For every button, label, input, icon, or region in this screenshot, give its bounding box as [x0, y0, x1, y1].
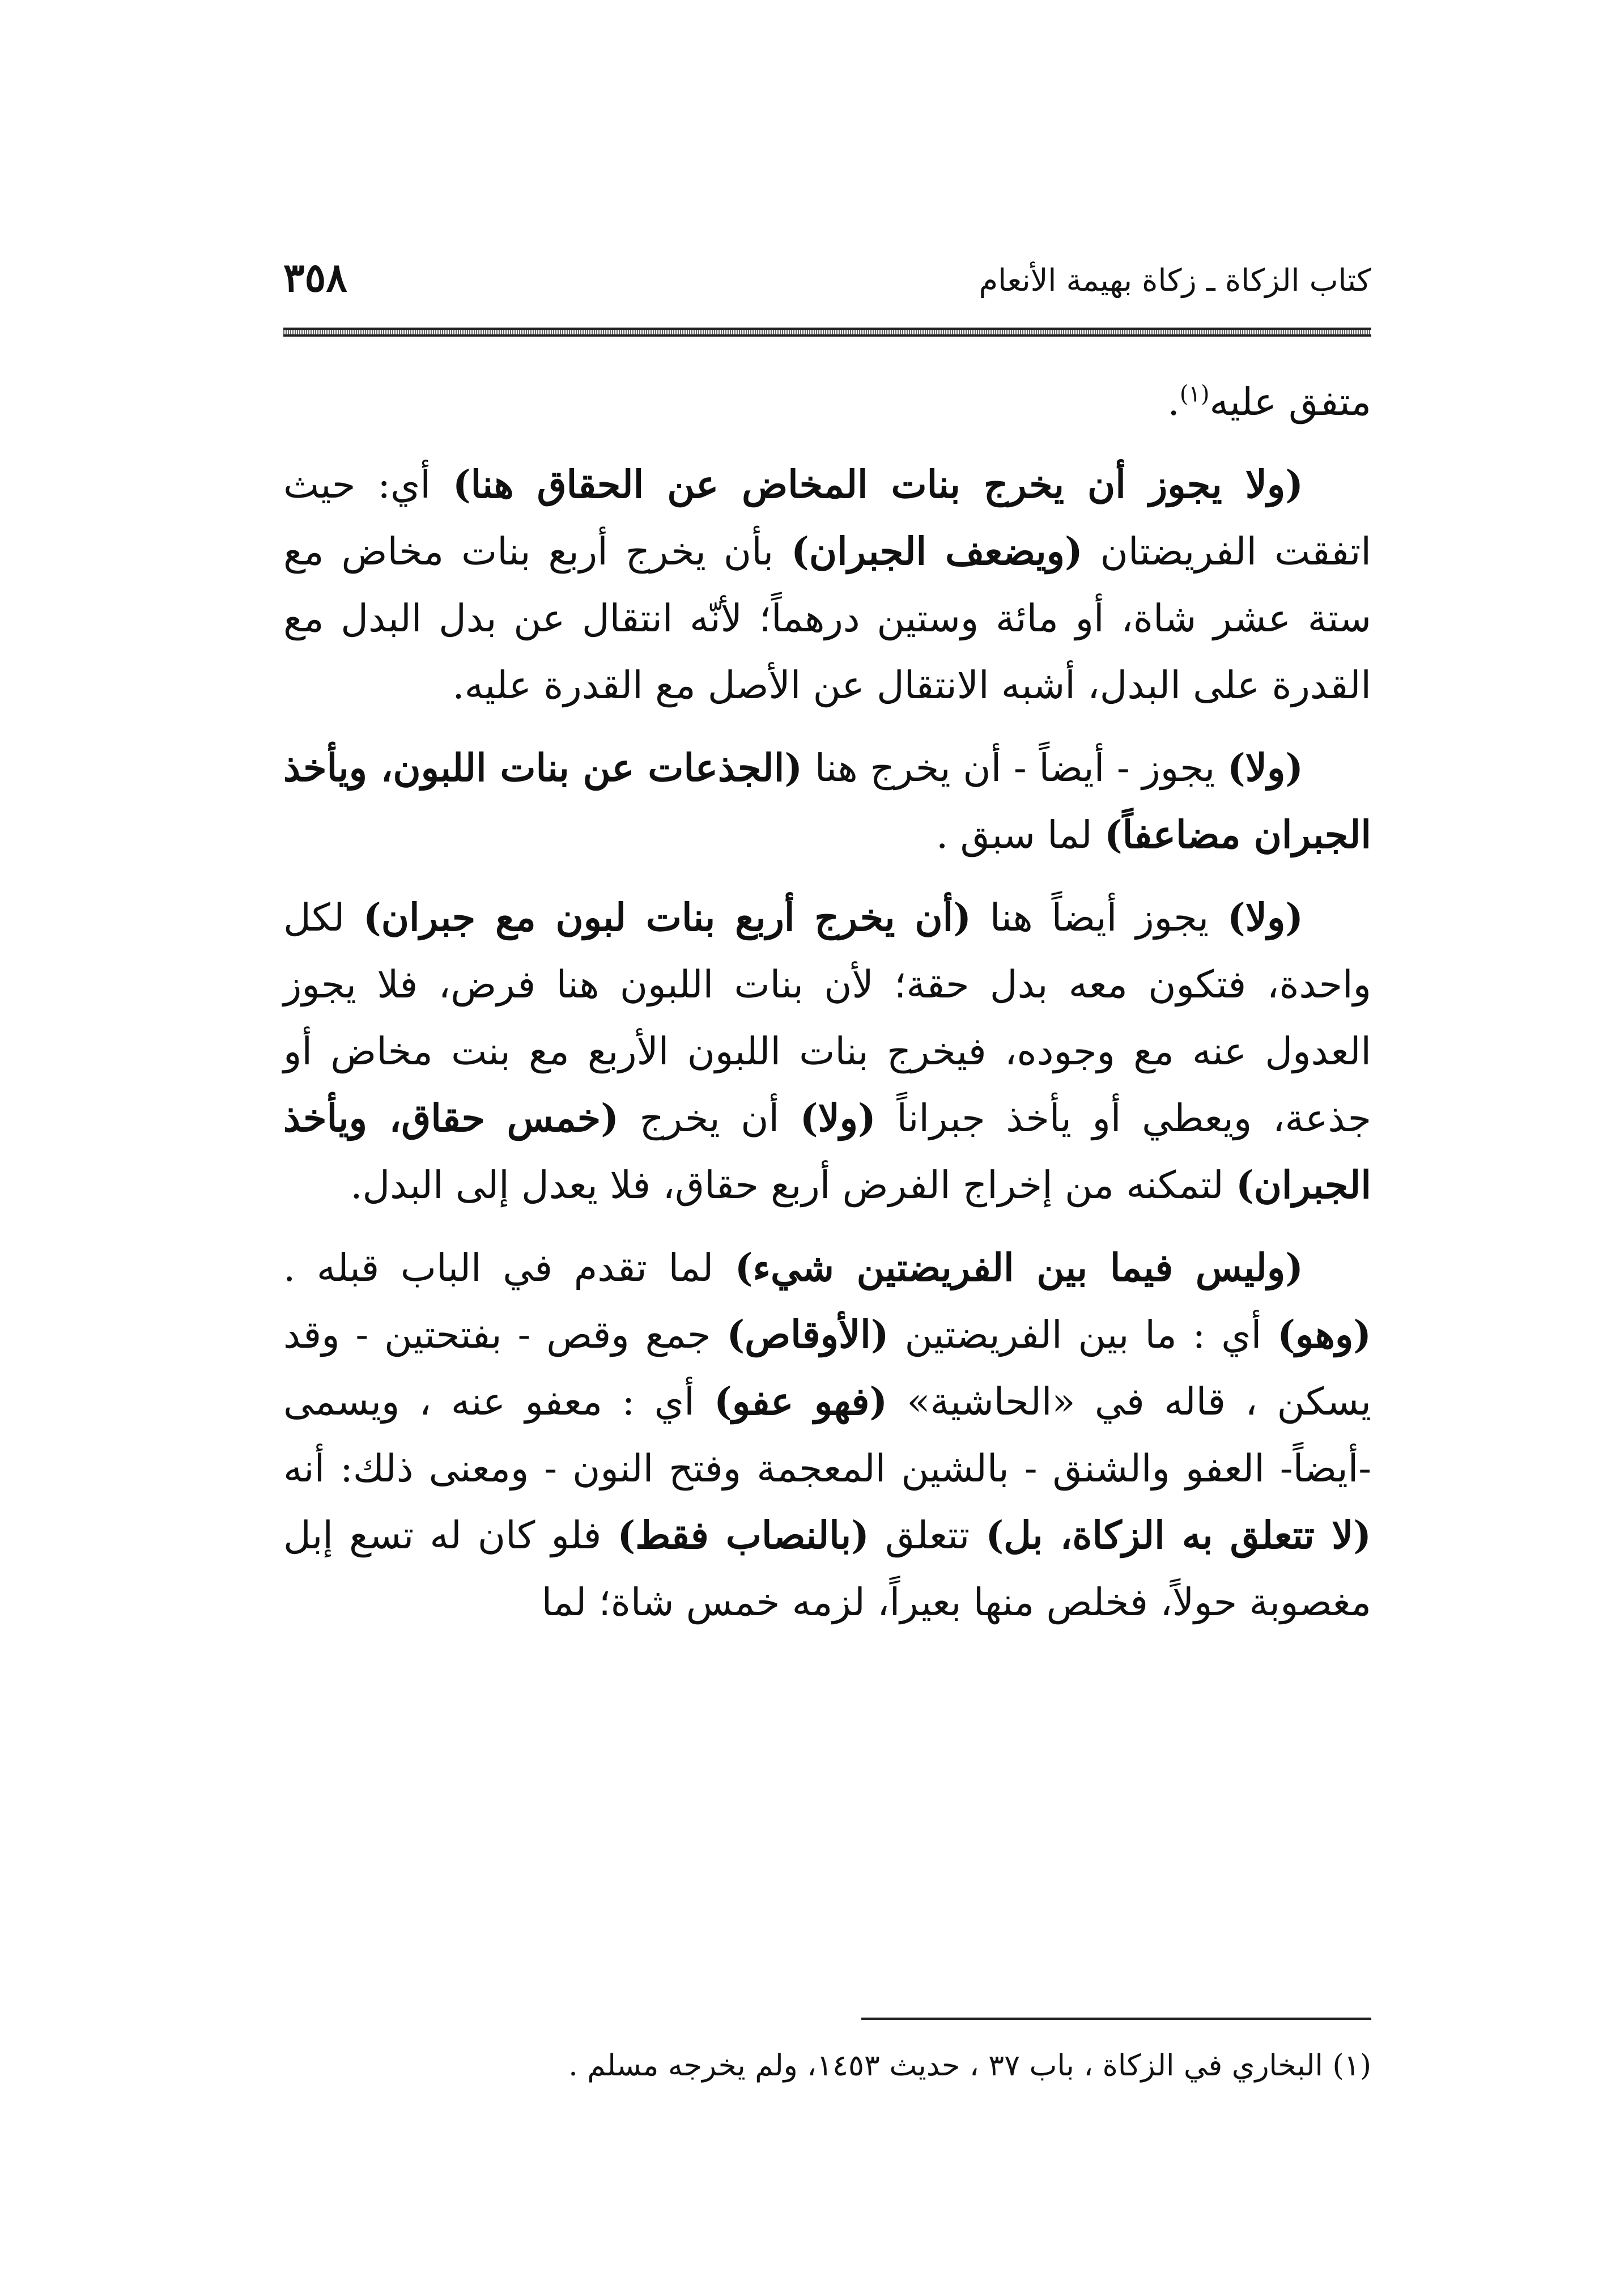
- page-number: ٣٥٨: [283, 254, 347, 301]
- paragraph-5: [283, 1234, 1371, 1636]
- footnote: (١) البخاري في الزكاة ، باب ٣٧ ، حديث ١٤٥٣، ولم يخرجه مسلم .: [568, 2049, 1371, 2083]
- p4-text-3: أن يخرج: [618, 1096, 800, 1140]
- p5-bold-5: (لا تتعلق به الزكاة، بل): [985, 1513, 1371, 1557]
- p1-end: .: [1167, 380, 1180, 424]
- p2-text-1: أي: حيث اتفقت الفريضتان: [283, 462, 1371, 574]
- p4-bold-4: (خمس حقاق، ويأخذ الجبران): [283, 1095, 1371, 1207]
- p4-bold-1: (ولا): [1227, 895, 1303, 940]
- p3-text-2: لما سبق .: [936, 813, 1104, 857]
- body-text: [283, 368, 1371, 1651]
- p5-text-5: تتعلق: [869, 1513, 986, 1557]
- header-rule: [283, 328, 1371, 337]
- p5-bold-4: (فهو عفو): [714, 1379, 888, 1424]
- p5-bold-6: (بالنصاب فقط): [617, 1513, 869, 1557]
- paragraph-2: [283, 451, 1371, 719]
- p4-bold-3: (ولا): [800, 1095, 876, 1140]
- p5-text-2: أي : ما بين الفريضتين: [888, 1313, 1278, 1357]
- p2-bold-1: (ولا يجوز أن يخرج بنات المخاض عن الحقاق هنا): [452, 462, 1303, 507]
- p5-text-6: فلو كان له تسع إبل مغصوبة حولاً، فخلص منها بعيراً، لزمه خمس شاة؛ لما: [283, 1513, 1371, 1624]
- p5-bold-1: (وليس فيما بين الفريضتين شيء): [734, 1245, 1303, 1290]
- paragraph-3: [283, 734, 1371, 868]
- p2-text-2: بأن يخرج أربع بنات مخاض مع ستة عشر شاة، أو مائة وستين درهماً؛ لأنّه انتقال عن بدل البدل مع القدرة على البدل، أشبه الانتقال عن الأصل مع القدرة عليه.: [283, 529, 1371, 707]
- p5-text-4: أي : معفو عنه ، ويسمى -أيضاً- العفو والشنق - بالشين المعجمة وفتح النون - ومعنى ذلك: أنه: [283, 1379, 1371, 1491]
- p2-bold-2: (ويضعف الجبران): [791, 529, 1083, 574]
- p5-bold-2: (وهو): [1277, 1312, 1371, 1357]
- page-header: [283, 249, 1371, 312]
- p1-text: متفق عليه: [1209, 380, 1371, 424]
- p4-bold-2: (أن يخرج أربع بنات لبون مع جبران): [363, 895, 971, 940]
- p5-text-3: جمع وقص - بفتحتين - وقد يسكن ، قاله في «الحاشية»: [283, 1313, 1371, 1424]
- p3-bold-1: (ولا): [1227, 745, 1303, 790]
- p5-text-1: لما تقدم في الباب قبله .: [283, 1246, 735, 1290]
- p4-text-2: لكل واحدة، فتكون معه بدل حقة؛ لأن بنات اللبون هنا فرض، فلا يجوز العدول عنه مع وجوده، فيخرج بنات اللبون الأربع مع بنت مخاض أو جذعة، ويعطي أو يأخذ جبراناً: [283, 895, 1371, 1140]
- footnote-ref: (١): [1179, 381, 1210, 407]
- running-title: كتاب الزكاة ـ زكاة بهيمة الأنعام: [979, 262, 1371, 298]
- p3-text-1: يجوز - أيضاً - أن يخرج هنا: [802, 746, 1228, 790]
- p4-text-4: لتمكنه من إخراج الفرض أربع حقاق، فلا يعدل إلى البدل.: [350, 1163, 1236, 1207]
- paragraph-1: [283, 368, 1371, 435]
- p4-text-1: يجوز أيضاً هنا: [971, 895, 1228, 940]
- paragraph-4: [283, 884, 1371, 1218]
- p3-bold-2: (الجذعات عن بنات اللبون، ويأخذ الجبران مضاعفاً): [283, 745, 1371, 857]
- footnote-rule: [861, 2018, 1371, 2020]
- p5-bold-3: (الأوقاص): [726, 1312, 889, 1357]
